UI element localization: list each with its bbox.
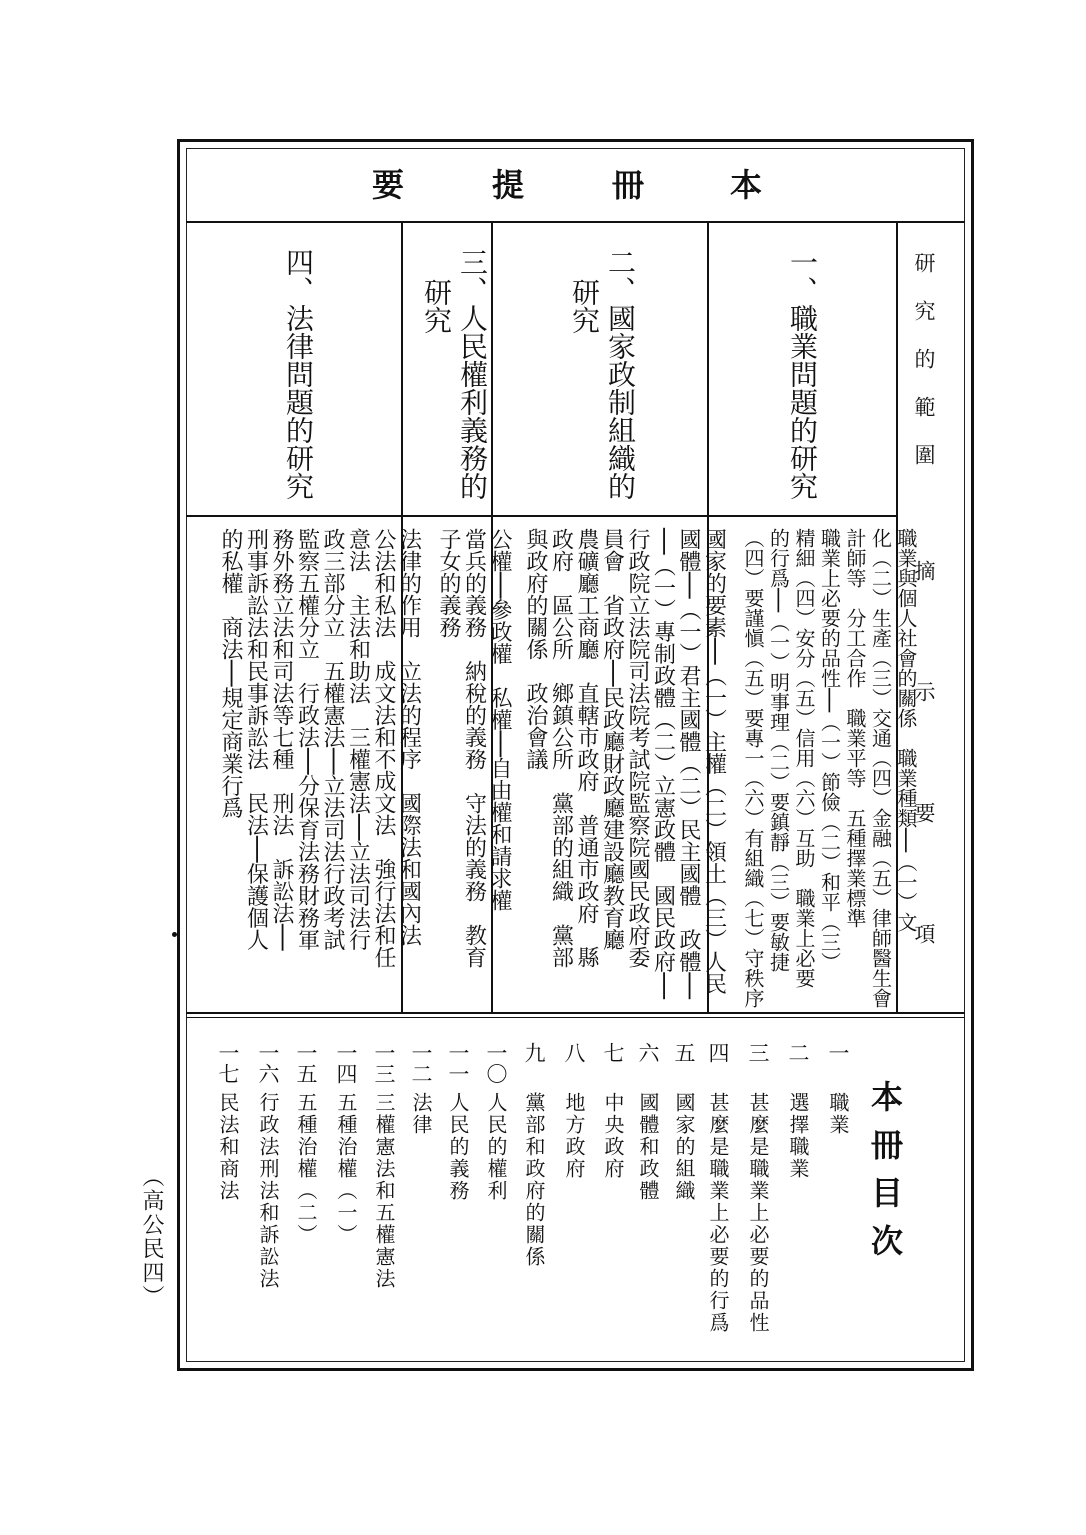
toc-item-number: 四 (706, 1042, 730, 1063)
toc-item (669, 1042, 699, 1202)
toc-item-title: 三權憲法和五權憲法 (372, 1092, 396, 1290)
heading-divider (186, 515, 897, 517)
toc-title: 本冊目次 (866, 1080, 904, 1272)
toc-item-title: 甚麼是職業上必要的行爲 (706, 1092, 730, 1334)
section-details-law: 法律的作用 立法的程序 國際法和國內法 公法和私法 成文法和不成文法 強行法和任 意法 主法和助法 三權憲法──立法司法行 政三部分立 五權憲法──立法司法行政考試 監察五權分立 行政法──分保育法務財務軍 務外務立法和司法等七種 刑法 訴訟法── 刑事訴訟法和民事訴訟法 民法──保護個人 的私權 商法──規定商業行爲 (218, 528, 422, 968)
toc-item-title: 人民的權利 (484, 1092, 508, 1202)
section-details-state: 國家的要素──（一）主權（二）領土（三）人民 國體──（一）君主國體（二）民主國體 政體── ──（一）專制政體（二）立憲政體 國民政府── 行政院立法院司法院考試院監察院國民政府委 員會 省政府──民政廳財政廳建設廳教育廳 農礦廳工商廳 直轄市政府 普通市政府 縣 政府 區公所 鄉鎮公所 黨部的組織 黨部 與政府的關係 政治會議 (523, 528, 727, 999)
toc-item-title: 國家的組織 (672, 1092, 696, 1202)
toc-item (519, 1042, 549, 1268)
toc-item (443, 1042, 473, 1202)
toc-item-title: 法律 (409, 1092, 433, 1136)
toc-item (743, 1042, 773, 1334)
toc-item-number: 一二 (409, 1042, 433, 1084)
toc-divider (186, 1012, 965, 1014)
section-heading-state: 二、國家政制組織的 研究 (568, 248, 637, 500)
toc-item (598, 1042, 628, 1180)
toc-item-number: 二 (786, 1042, 810, 1063)
toc-item-number: 八 (562, 1042, 586, 1063)
scope-label: 研究的範圍 (912, 252, 936, 492)
toc-item-title: 五種治權（二） (294, 1092, 318, 1246)
page-footer: （高公民四） (139, 1165, 164, 1309)
toc-item-title: 五種治權（一） (334, 1092, 358, 1246)
toc-item (406, 1042, 436, 1136)
toc-divider-thin (186, 1017, 965, 1018)
title-divider (186, 221, 965, 223)
section-heading-occupation: 一、職業問題的研究 (786, 248, 819, 500)
toc-item-number: 一三 (372, 1042, 396, 1084)
toc-item-number: 七 (601, 1042, 625, 1063)
toc-item-number: 一四 (334, 1042, 358, 1084)
toc-item-number: 一五 (294, 1042, 318, 1084)
title-char: 要 (372, 166, 405, 204)
toc-item-title: 地方政府 (562, 1092, 586, 1180)
toc-item (823, 1042, 853, 1136)
toc-item (633, 1042, 663, 1202)
toc-item-title: 中央政府 (601, 1092, 625, 1180)
scope-sublabel: 摘示要項 (912, 560, 936, 1044)
toc-item-number: 一一 (446, 1042, 470, 1084)
toc-item (369, 1042, 399, 1290)
toc-item-number: 六 (636, 1042, 660, 1063)
toc-item (213, 1042, 243, 1202)
title-char: 提 (492, 166, 525, 204)
toc-item (291, 1042, 321, 1246)
toc-item-title: 行政法刑法和訴訟法 (256, 1092, 280, 1290)
toc-item (559, 1042, 589, 1180)
section-details-occupation: 職業與個人社會的關係 職業種類──（一）文 化（二）生產（三）交通（四）金融（五）律師醫生會 計師等 分工合作 職業平等 五種擇業標準 職業上必要的品性──（一）節儉（二）和平（三） 精細（四）安分（五）信用（六）互助 職業上必要 的行爲──（一）明事理（二）要鎮靜（三）要敏捷 （四）要謹愼（五）要專一（六）有組織（七）守秩序 (741, 528, 918, 1008)
toc-item (331, 1042, 361, 1246)
toc-item-number: 一六 (256, 1042, 280, 1084)
toc-item-number: 九 (522, 1042, 546, 1063)
toc-item-title: 國體和政體 (636, 1092, 660, 1202)
toc-item-number: 一七 (216, 1042, 240, 1084)
toc-item (703, 1042, 733, 1334)
toc-item (253, 1042, 283, 1290)
toc-item-number: 一〇 (484, 1042, 508, 1084)
toc-item-title: 民法和商法 (216, 1092, 240, 1202)
toc-item-title: 選擇職業 (786, 1092, 810, 1180)
section-details-rights: 公權──參政權 私權──自由權和請求權 當兵的義務 納稅的義務 守法的義務 教育 子女的義務 (436, 528, 512, 968)
scan-speck (172, 932, 177, 937)
section-heading-law: 四、法律問題的研究 (282, 248, 315, 500)
title-char: 本 (730, 166, 763, 204)
toc-item (481, 1042, 511, 1202)
toc-item-number: 一 (826, 1042, 850, 1063)
toc-item-title: 甚麼是職業上必要的品性 (746, 1092, 770, 1334)
title-char: 冊 (612, 166, 645, 204)
toc-item (783, 1042, 813, 1180)
toc-item-title: 黨部和政府的關係 (522, 1092, 546, 1268)
toc-item-number: 三 (746, 1042, 770, 1063)
toc-item-number: 五 (672, 1042, 696, 1063)
section-heading-rights: 三、人民權利義務的 研究 (420, 248, 489, 500)
toc-item-title: 人民的義務 (446, 1092, 470, 1202)
toc-item-title: 職業 (826, 1092, 850, 1136)
